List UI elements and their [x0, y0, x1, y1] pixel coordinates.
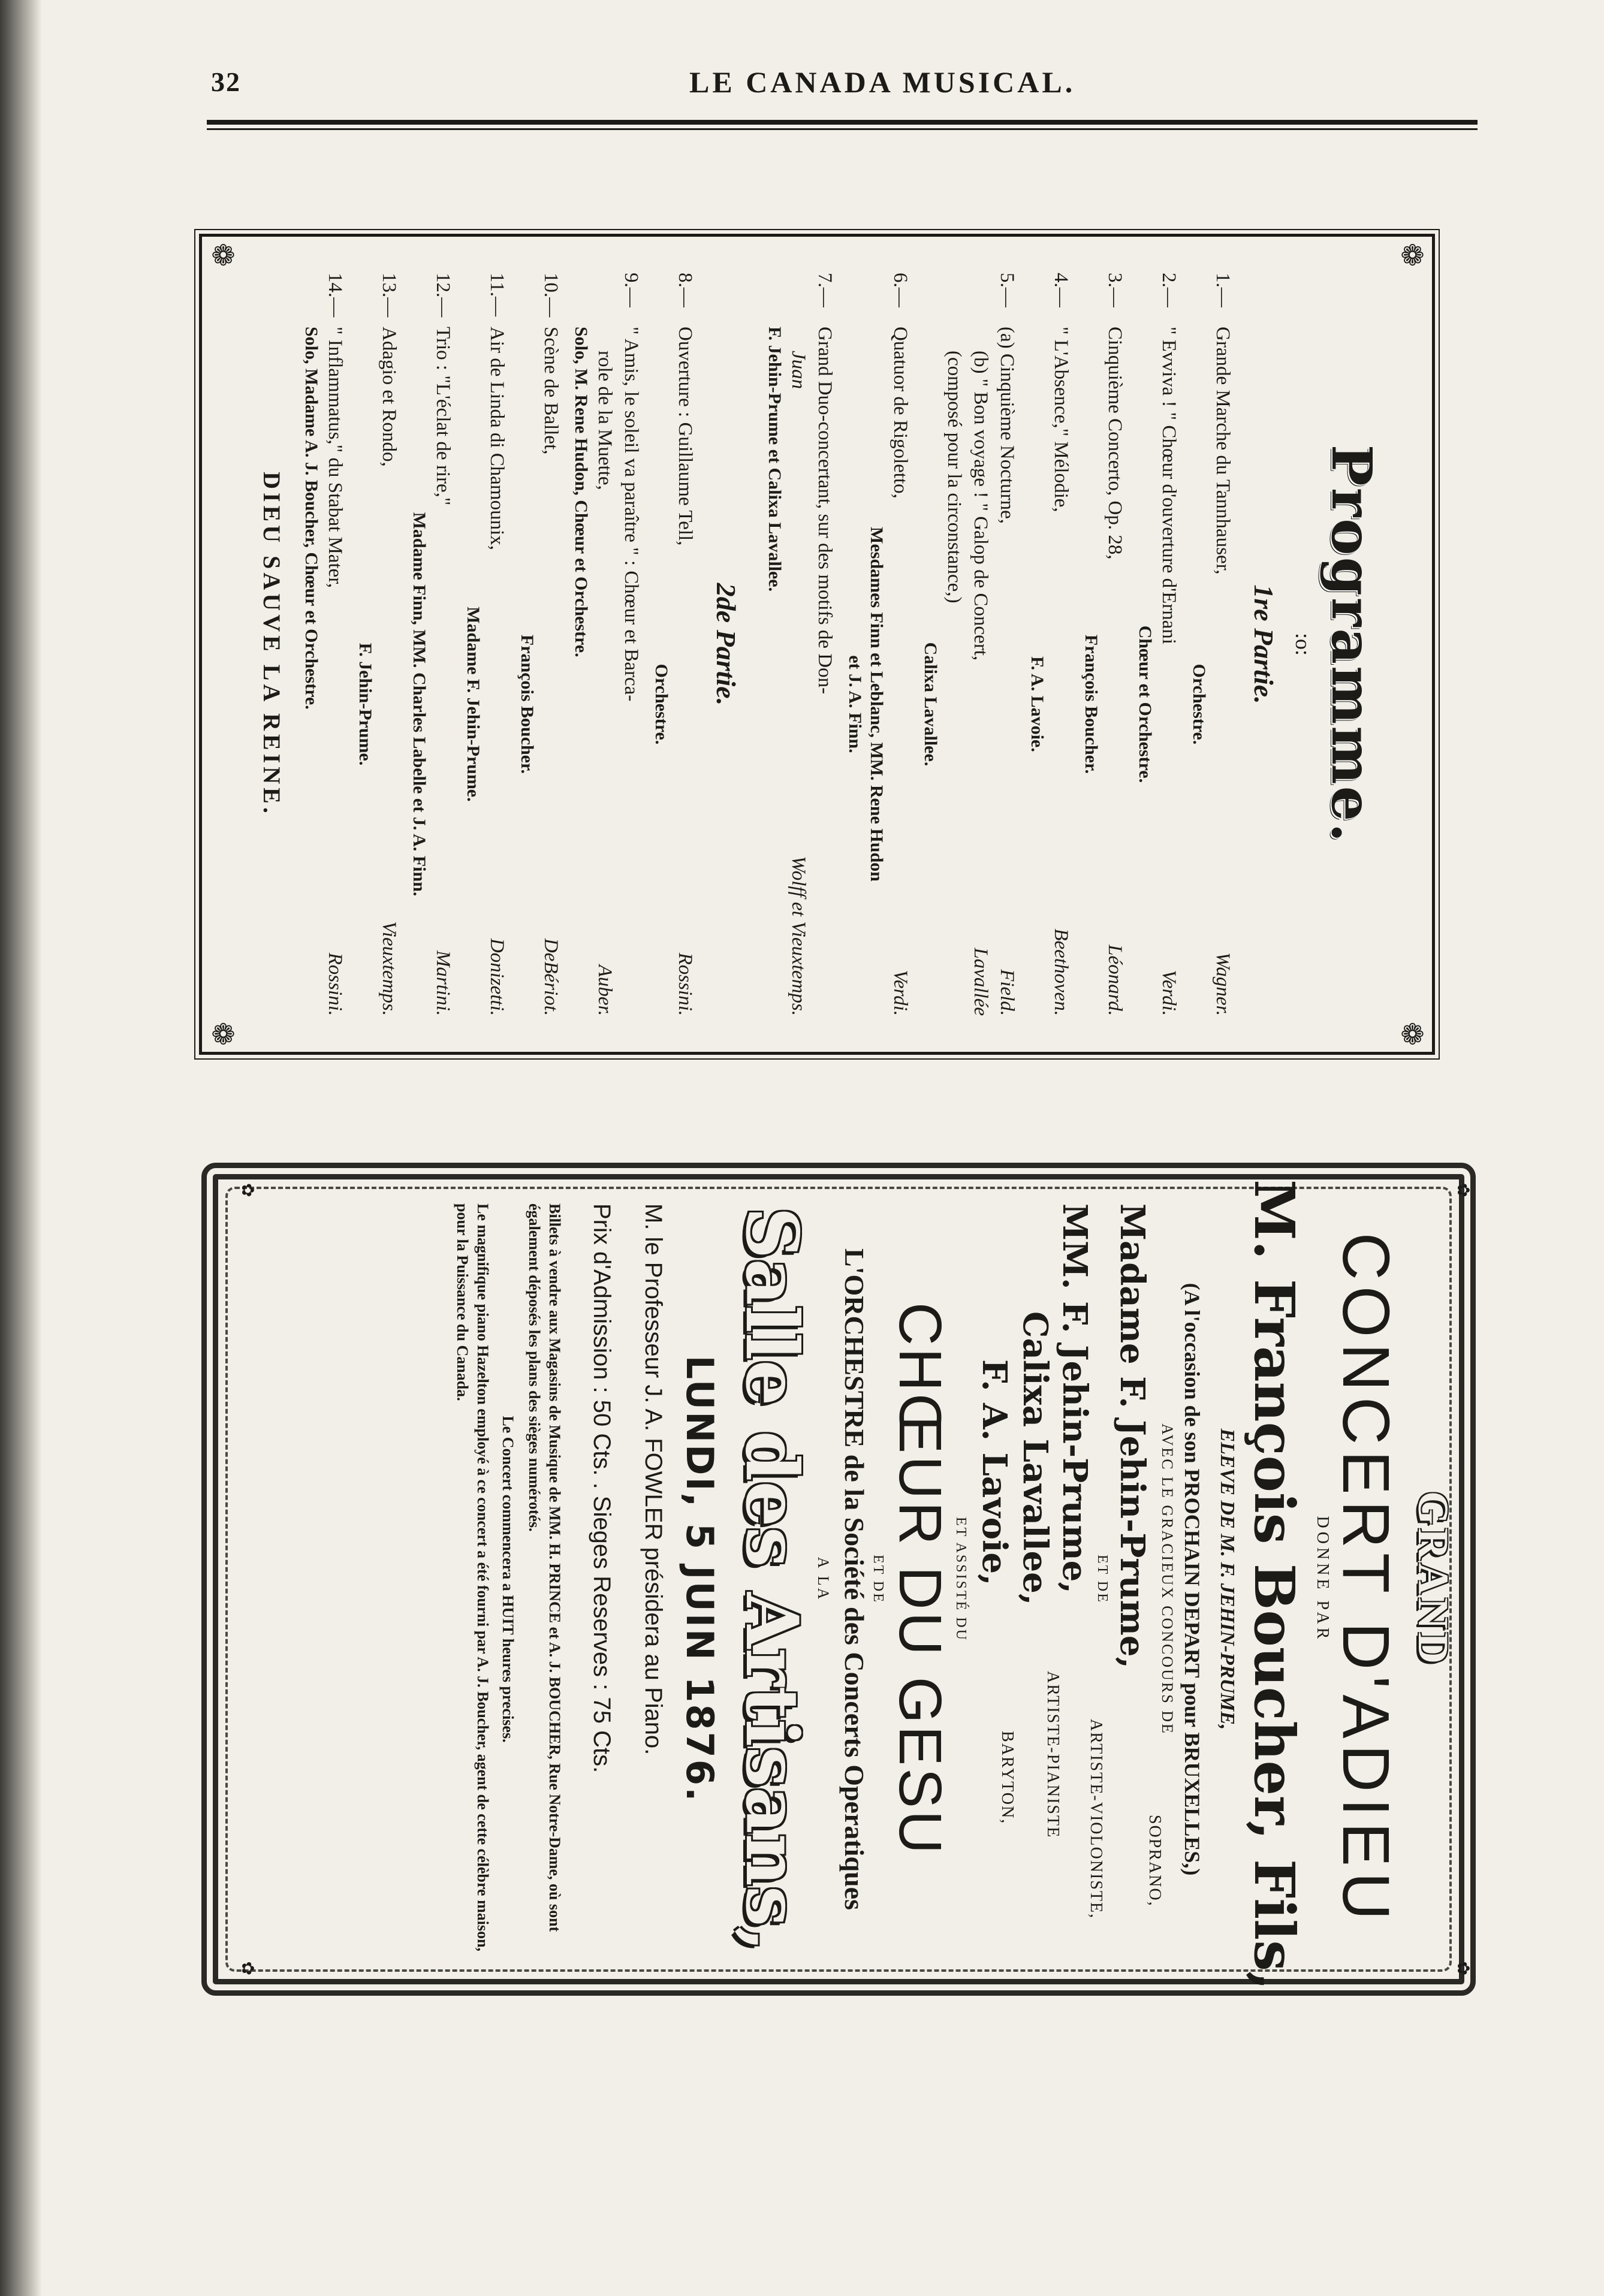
poster-prices: Prix d'Admission : 50 Cts. . Sieges Reserves : 75 Cts. — [589, 1203, 615, 1773]
item-performers: Solo, M. Rene Hudon, Chœur et Orchestre. — [571, 327, 591, 657]
item-composer: Vieuxtemps. — [378, 921, 400, 1016]
item-title: " Amis, le soleil va paraître " : Chœur et Barca- — [620, 327, 642, 702]
item-title: Air de Linda di Chamounix, — [486, 327, 508, 551]
item-performers: Mesdames Finn et Leblanc, MM. Rene Hudon — [867, 527, 887, 882]
poster-lavoie: F. A. Lavoie, — [975, 1359, 1014, 1586]
flower-ornament-icon: ✿ — [1454, 1961, 1472, 1975]
item-performers: François Boucher. — [1081, 634, 1101, 774]
ornament-icon: ❁ — [1395, 243, 1427, 267]
item-performers: Orchestre. — [652, 663, 671, 745]
programme-item: 6.—Quatuor de Rigoletto, Verdi. Mesdames Finn et Leblanc, MM. Rene Hudon et J. A. Finn. — [844, 273, 913, 1016]
item-performers: Calixa Lavallee. — [921, 642, 940, 767]
item-title: Scène de Ballet, — [540, 327, 562, 455]
item-composer: Martini. — [432, 950, 454, 1016]
item-composer: Donizetti. — [486, 938, 508, 1016]
page-number: 32 — [211, 67, 241, 97]
item-composer: Field. — [996, 969, 1018, 1016]
item-composer: Rossini. — [674, 952, 696, 1016]
poster-pianiste: ARTISTE-PIANISTE — [1044, 1671, 1062, 1839]
item-title: " L'Absence," Mélodie, — [1050, 327, 1072, 512]
programme-item: 10.—Scène de Ballet, DeBériot. François Boucher. — [516, 273, 564, 1016]
item-composer: DeBériot. — [540, 938, 562, 1016]
programme-item: 8.—Ouverture : Guillaume Tell, Rossini. Orchestre. — [650, 273, 698, 1016]
programme-item: 13.—Adagio et Rondo, Vieuxtemps. F. Jehin-Prume. — [354, 273, 402, 1016]
item-title-line-2: Juan Wolff et Vieuxtemps. — [785, 273, 812, 1016]
publication-title: LE CANADA MUSICAL. — [689, 65, 1076, 99]
poster-calixa: Calixa Lavallee, — [1015, 1311, 1055, 1606]
programme-item: 1.—Grande Marche du Tannhauser, Wagner. Orchestre. — [1188, 273, 1236, 1016]
poster-donne-par: DONNE PAR — [1313, 1516, 1332, 1643]
poster-a-la: A LA — [815, 1556, 832, 1602]
poster-start-time: Le Concert commencera a HUIT heures precises. — [499, 1416, 517, 1743]
poster-violoniste: ARTISTE-VIOLONISTE, — [1087, 1719, 1105, 1920]
item-title-line-3: (composé pour la circonstance,) — [943, 351, 965, 604]
item-title: Trio : "L'éclat de rire," — [432, 327, 454, 506]
item-title: Adagio et Rondo, — [378, 327, 400, 467]
poster-soprano: SOPRANO, — [1145, 1815, 1164, 1907]
item-composer: Verdi. — [1158, 970, 1180, 1016]
part-1-title: 1re Partie. — [1249, 584, 1279, 704]
poster-pianist-note: M. le Professeur J. A. FOWLER présidera au Piano. — [640, 1203, 667, 1755]
programme-item: 4.—" L'Absence," Mélodie, Beethoven. F. A. Lavoie. — [1026, 273, 1074, 1016]
ornament-icon: ❁ — [1395, 1021, 1427, 1046]
poster-orchestre: L'ORCHESTRE de la Société des Concerts Operatiques — [839, 1248, 870, 1910]
item-composer: Rossini. — [324, 952, 346, 1016]
item-title: " Evviva ! " Chœur d'ouverture d'Ernani — [1158, 327, 1180, 645]
programme-title: Programme. — [1319, 444, 1384, 844]
poster-tickets-note: Billets à vendre aux Magasins de Musique de MM. H. PRINCE et A. J. BOUCHER, Rue Notre-Dame, où sont également déposés les plans des sièges numérotés. — [526, 1203, 563, 1932]
programme-item: 3.—Cinquième Concerto, Op. 28, Léonard. François Boucher. — [1080, 273, 1128, 1016]
programme-separator: :o: — [1291, 632, 1315, 656]
item-performers-line-2: et J. A. Finn. — [845, 655, 865, 753]
item-performers: Madame F. Jehin-Prume. — [463, 607, 483, 802]
item-performers: F. A. Lavoie. — [1027, 656, 1047, 752]
item-composer: Wagner. — [1212, 952, 1234, 1016]
programme-item: 11.—Air de Linda di Chamounix, Donizetti. Madame F. Jehin-Prume. — [462, 273, 510, 1016]
item-title: Ouverture : Guillaume Tell, — [674, 327, 696, 546]
poster-date: LUNDI, 5 JUIN 1876. — [678, 1355, 722, 1803]
item-performers: Solo, Madame A. J. Boucher, Chœur et Orchestre. — [301, 327, 321, 710]
programme-box — [199, 234, 1435, 1055]
programme-item: 7.—Grand Duo-concertant, sur des motifs de Don- Juan Wolff et Vieuxtemps. F. Jehin-Prume et Calixa Lavallee. — [765, 273, 836, 1016]
item-performers: F. Jehin-Prume. — [355, 642, 375, 766]
programme — [202, 237, 1432, 1052]
poster-assiste: ET ASSISTÉ DU — [953, 1517, 969, 1642]
item-title: Quatuor de Rigoletto, — [890, 327, 911, 499]
part-2-title: 2de Partie. — [711, 583, 741, 706]
poster-et-de-2: ET DE — [870, 1555, 886, 1604]
poster-frame — [201, 1163, 1476, 1996]
item-title: Grande Marche du Tannhauser, — [1212, 327, 1234, 575]
poster-concert-title: CONCERT D'ADIEU — [1329, 1232, 1403, 1926]
poster-piano-note: Le magnifique piano Hazelton employé à ce concert a été fourni par A. J. Boucher, agent de cette célèbre maison, pour la Puissance du Canada. — [454, 1203, 492, 1952]
header-rule-thin — [207, 128, 1478, 130]
poster-venue: Salle des Artisans, — [729, 1206, 814, 1952]
item-performers: F. Jehin-Prume et Calixa Lavallee. — [765, 327, 785, 592]
item-composer: Auber. — [594, 964, 616, 1016]
item-title: " Inflammatus," du Stabat Mater, — [324, 327, 346, 589]
item-title: Grand Duo-concertant, sur des motifs de Don- — [814, 327, 836, 695]
poster-occasion: (A l'occasion de son PROCHAIN DEPART pour BRUXELLES,) — [1180, 1283, 1204, 1876]
programme-item: 12.—Trio : "L'éclat de rire," Martini. Madame Finn, MM. Charles Labelle et J. A. Finn. — [408, 273, 456, 1016]
poster-grand: GRAND — [1409, 1491, 1457, 1667]
item-composer: Verdi. — [890, 970, 911, 1016]
item-performers: Orchestre. — [1189, 663, 1209, 745]
item-title-line-2: role de la Muette, Auber. — [592, 273, 618, 1016]
programme-item: 5.—(a) Cinquième Nocturne, Field. (b) " Bon voyage ! " Galop de Concert, Lavallée (composé pour la circonstance,) Calixa Lavallee. — [919, 273, 1020, 1016]
item-composer: Beethoven. — [1050, 928, 1072, 1016]
item-title-line-2: (b) " Bon voyage ! " Galop de Concert, Lavallée — [967, 273, 994, 1016]
programme-item: 2.—" Evviva ! " Chœur d'ouverture d'Ernani Verdi. Chœur et Orchestre. — [1134, 273, 1182, 1016]
poster-avec: AVEC LE GRACIEUX CONCOURS DE — [1159, 1423, 1176, 1735]
flower-ornament-icon: ✿ — [238, 1961, 257, 1975]
poster-et-de: ET DE — [1095, 1555, 1110, 1604]
concert-poster — [235, 1179, 1476, 1991]
poster-eleve: ELEVE DE M. F. JEHIN-PRUME, — [1216, 1428, 1238, 1730]
poster-performer-name: M. François Boucher, Fils, — [1242, 1179, 1307, 1991]
item-title: (a) Cinquième Nocturne, — [996, 327, 1018, 524]
programme-item: 9.—" Amis, le soleil va paraître " : Chœur et Barca- role de la Muette, Auber. Solo, M. Rene Hudon, Chœur et Orchestre. — [571, 273, 642, 1016]
poster-madame: Madame F. Jehin-Prume, — [1112, 1203, 1152, 1669]
item-performers: Madame Finn, MM. Charles Labelle et J. A. Finn. — [409, 512, 429, 897]
item-composer: Léonard. — [1104, 945, 1126, 1016]
flower-ornament-icon: ✿ — [238, 1183, 257, 1197]
item-composer: Wolff et Vieuxtemps. — [788, 856, 809, 1016]
item-performers: Chœur et Orchestre. — [1135, 625, 1155, 783]
item-composer-2: Lavallée — [970, 948, 991, 1016]
item-performers: François Boucher. — [517, 634, 537, 774]
scan-edge-shadow — [0, 0, 42, 2296]
flower-ornament-icon: ✿ — [1454, 1183, 1472, 1197]
ornament-icon: ❁ — [206, 243, 238, 267]
poster-mm: MM. F. Jehin-Prume, — [1055, 1203, 1095, 1594]
programme-footer: DIEU SAUVE LA REINE. — [258, 472, 285, 817]
poster-baryton: BARYTON, — [998, 1731, 1017, 1825]
programme-item: 14.—" Inflammatus," du Stabat Mater, Rossini. Solo, Madame A. J. Boucher, Chœur et Orchestre. — [300, 273, 348, 1016]
item-title: Cinquième Concerto, Op. 28, — [1104, 327, 1126, 560]
header-rule — [207, 120, 1478, 125]
ornament-icon: ❁ — [206, 1021, 238, 1046]
poster-choeur: CHŒUR DU GESU — [887, 1302, 954, 1857]
